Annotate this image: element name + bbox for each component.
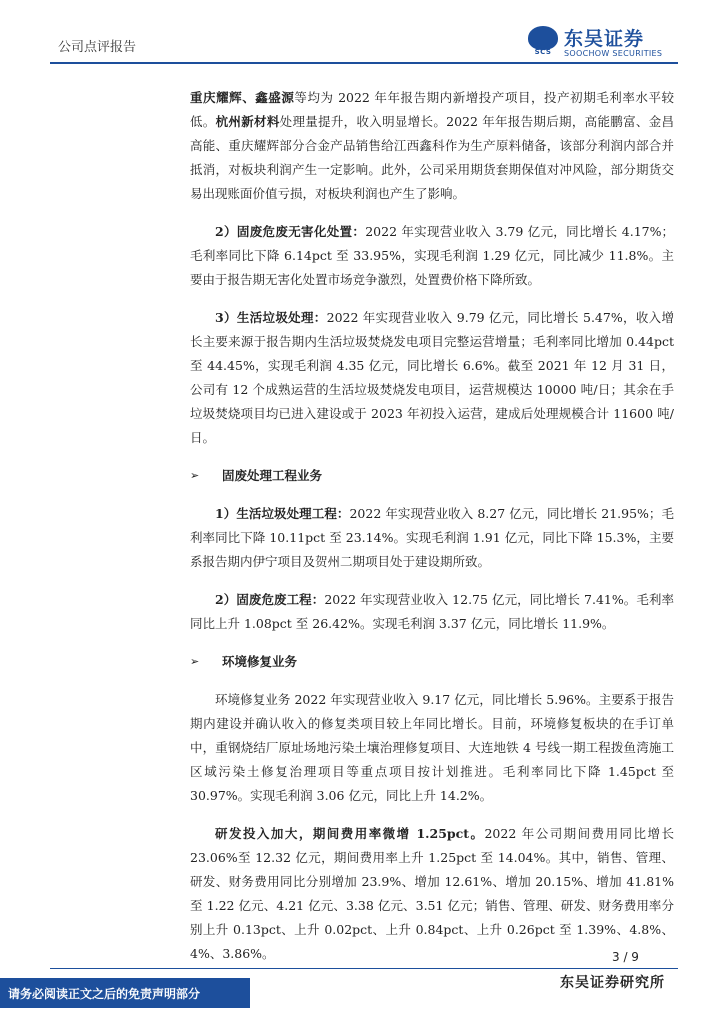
section-heading-inline: 2）固废危废无害化处置： <box>215 224 366 239</box>
paragraph-4 <box>190 502 674 574</box>
paragraph-3 <box>190 306 674 450</box>
paragraph-6 <box>190 688 674 808</box>
body-text: 等均为 2022 年年报告期内新增投产项目，投产初期毛利率水平较低。 <box>190 90 674 129</box>
bullet-heading-1 <box>190 464 674 488</box>
paragraph-1 <box>190 86 674 206</box>
logo-english-name: SOOCHOW SECURITIES <box>564 49 663 58</box>
paragraph-2 <box>190 220 674 292</box>
body-text: 2022 年实现营业收入 9.79 亿元，同比增长 5.47%，收入增长主要来源于报告期内生活垃圾焚烧发电项目完整运营增量；毛利率同比增加 0.44pct 至 44.45%，实现毛利润 4.35 亿元，同比增长 6.6%。截至 2021 年 12 月 31 日，公司有 12 个成熟运营的生活垃圾焚烧发电项目，运营规模达 10000 吨/日；其余在手垃圾焚烧项目均已进入建设或于 2023 年初投入运营，建成后处理规模合计 11600 吨/日。 <box>190 310 675 445</box>
highlight-text: 杭州新材料 <box>215 114 280 129</box>
body-text: 2022 年公司期间费用同比增长 23.06%至 12.32 亿元，期间费用率上升 1.25pct 至 14.04%。其中，销售、管理、研发、财务费用同比分别增加 23.9%、增加 12.61%、增加 20.15%、增加 41.81%至 1.22 亿元、4.21 亿元、3.38 亿元、3.51 亿元；销售、管理、研发、财务费用率分别上升 0.13pct、上升 0.02pct、上升 0.84pct、上升 0.26pct 至 1.39%、4.8%、4%、3.86%。 <box>190 826 674 961</box>
bullet-heading-text: 环境修复业务 <box>222 654 298 669</box>
footer-divider <box>50 968 678 969</box>
disclaimer-text: 请务必阅读正文之后的免责声明部分 <box>8 987 201 1001</box>
section-heading-inline: 1）生活垃圾处理工程： <box>215 506 350 521</box>
paragraph-7 <box>190 822 674 966</box>
report-type-label: 公司点评报告 <box>58 40 137 55</box>
arrow-bullet-icon: ➢ <box>190 655 200 668</box>
arrow-bullet-icon: ➢ <box>190 469 200 482</box>
body-text: 处理量提升，收入明显增长。2022 年年报告期后期，高能鹏富、金昌高能、重庆耀辉部分合金产品销售给江西鑫科作为生产原料储备，该部分利润内部合并抵消，对板块利润产生一定影响。此外，公司采用期货套期保值对冲风险，部分期货交易出现账面价值亏损，对板块利润也产生了影响。 <box>190 114 674 201</box>
bullet-heading-2 <box>190 650 674 674</box>
report-body <box>190 86 674 980</box>
paragraph-5 <box>190 588 674 636</box>
body-text: 2022 年实现营业收入 8.27 亿元，同比增长 21.95%；毛利率同比下降 10.11pct 至 23.14%。实现毛利润 1.91 亿元，同比下降 15.3%，主要系报告期内伊宁项目及贺州二期项目处于建设期所致。 <box>190 506 674 569</box>
section-heading-inline: 3）生活垃圾处理： <box>215 310 327 325</box>
section-heading-inline: 研发投入加大，期间费用率微增 1.25pct。 <box>215 826 485 841</box>
logo-mark-icon: SCS <box>528 26 558 56</box>
header-divider <box>50 62 678 64</box>
body-text: 2022 年实现营业收入 3.79 亿元，同比增长 4.17%；毛利率同比下降 6.14pct 至 33.95%，实现毛利润 1.29 亿元，同比减少 11.8%。主要由于报告期无害化处置市场竞争激烈，处置费价格下降所致。 <box>190 224 674 287</box>
page-number: 3 / 9 <box>612 950 639 964</box>
research-institute-label: 东吴证券研究所 <box>560 975 665 991</box>
logo-chinese-name: 东吴证券 <box>564 28 645 50</box>
section-heading-inline: 2）固废危废工程： <box>215 592 325 607</box>
company-logo <box>528 24 676 60</box>
bullet-heading-text: 固废处理工程业务 <box>222 468 323 483</box>
highlight-text: 重庆耀辉、鑫盛源 <box>190 90 295 105</box>
body-text: 环境修复业务 2022 年实现营业收入 9.17 亿元，同比增长 5.96%。主要系于报告期内建设并确认收入的修复类项目较上年同比增长。目前，环境修复板块的在手订单中，重钢烧结厂原址场地污染土壤治理修复项目、大连地铁 4 号线一期工程拨鱼湾施工区域污染土修复治理项目等重点项目按计划推进。毛利率同比下降 1.45pct 至 30.97%。实现毛利润 3.06 亿元，同比上升 14.2%。 <box>190 692 674 803</box>
disclaimer-banner <box>0 978 250 1008</box>
body-text: 2022 年实现营业收入 12.75 亿元，同比增长 7.41%。毛利率同比上升 1.08pct 至 26.42%。实现毛利润 3.37 亿元，同比增长 11.9%。 <box>190 592 674 631</box>
